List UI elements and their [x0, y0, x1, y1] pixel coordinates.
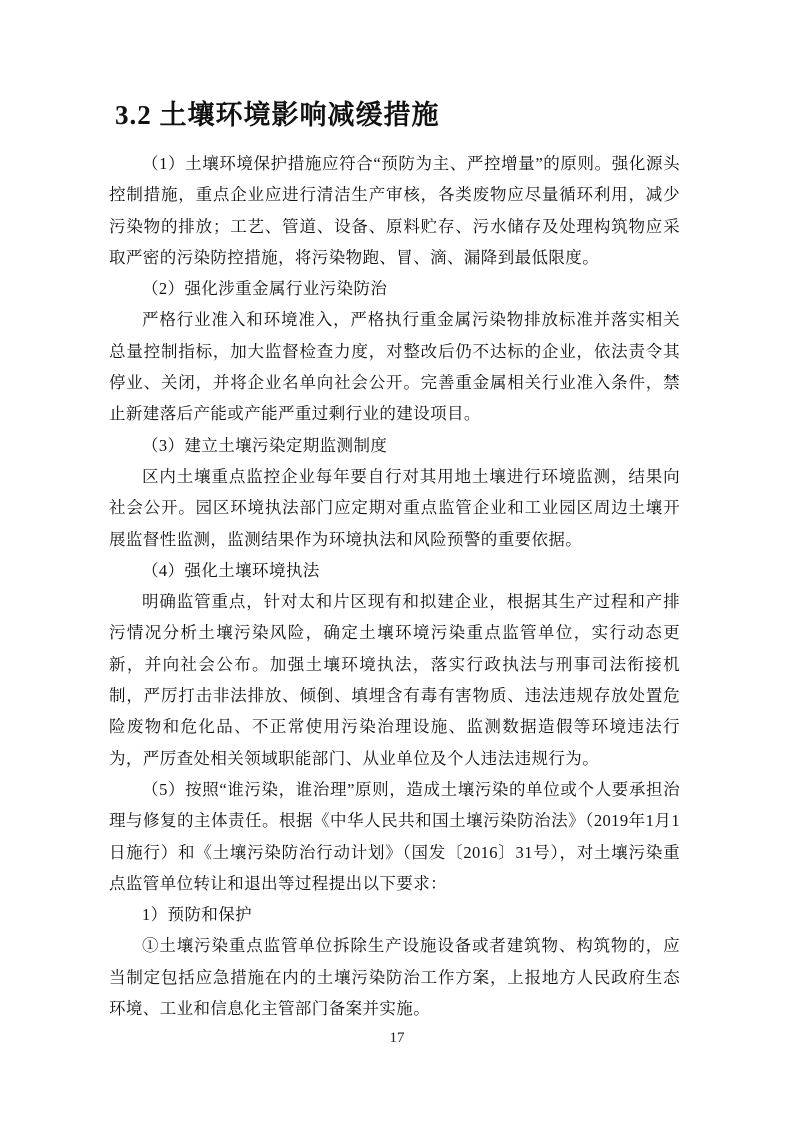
page-number: 17 [389, 1030, 405, 1046]
paragraph-7: 明确监管重点，针对太和片区现有和拟建企业，根据其生产过程和产排污情况分析土壤污染风险，确定土壤环境污染重点监管单位，实行动态更新，并向社会公布。加强土壤环境执法，落实行政执法与刑事司法衔接机制，严厉打击非法排放、倾倒、填埋含有毒有害物质、违法违规存放处置危险废物和危化品、不正常使用污染治理设施、监测数据造假等环境违法行为，严厉查处相关领域职能部门、从业单位及个人违法违规行为。 [109, 592, 680, 768]
paragraph-3: 严格行业准入和环境准入，严格执行重金属污染物排放标准并落实相关总量控制指标，加大监督检查力度，对整改后仍不达标的企业，依法责令其停业、关闭，并将企业名单向社会公开。完善重金属相关行业准入条件，禁止新建落后产能或产能严重过剩行业的建设项目。 [109, 310, 680, 424]
page-content [109, 96, 680, 1024]
paragraph-4: （3）建立土壤污染定期监测制度 [142, 435, 388, 455]
paragraph-6: （4）强化土壤环境执法 [142, 560, 320, 580]
paragraph-1: （1）土壤环境保护措施应符合“预防为主、严控增量”的原则。强化源头控制措施，重点企业应进行清洁生产审核，各类废物应尽量循环利用，减少污染物的排放；工艺、管道、设备、原料贮存、污水储存及处理构筑物应采取严密的污染防控措施，将污染物跑、冒、滴、漏降到最低限度。 [109, 154, 680, 267]
paragraph-5: 区内土壤重点监控企业每年要自行对其用地土壤进行环境监测，结果向社会公开。园区环境执法部门应定期对重点监管企业和工业园区周边土壤开展监督性监测，监测结果作为环境执法和风险预警的重要依据。 [109, 466, 680, 549]
paragraph-8: （5）按照“谁污染，谁治理”原则，造成土壤污染的单位或个人要承担治理与修复的主体责任。根据《中华人民共和国土壤污染防治法》（2019年1月1日施行）和《土壤污染防治行动计划》（国发〔2016〕31号），对土壤污染重点监管单位转让和退出等过程提出以下要求： [109, 779, 680, 893]
paragraph-9: 1）预防和保护 [142, 905, 253, 925]
section-heading: 3.2 土壤环境影响减缓措施 [115, 100, 440, 130]
paragraph-10: ①土壤污染重点监管单位拆除生产设施设备或者建筑物、构筑物的，应当制定包括应急措施在内的土壤污染防治工作方案，上报地方人民政府生态环境、工业和信息化主管部门备案并实施。 [109, 936, 680, 1019]
paragraph-2: （2）强化涉重金属行业污染防治 [142, 279, 388, 299]
